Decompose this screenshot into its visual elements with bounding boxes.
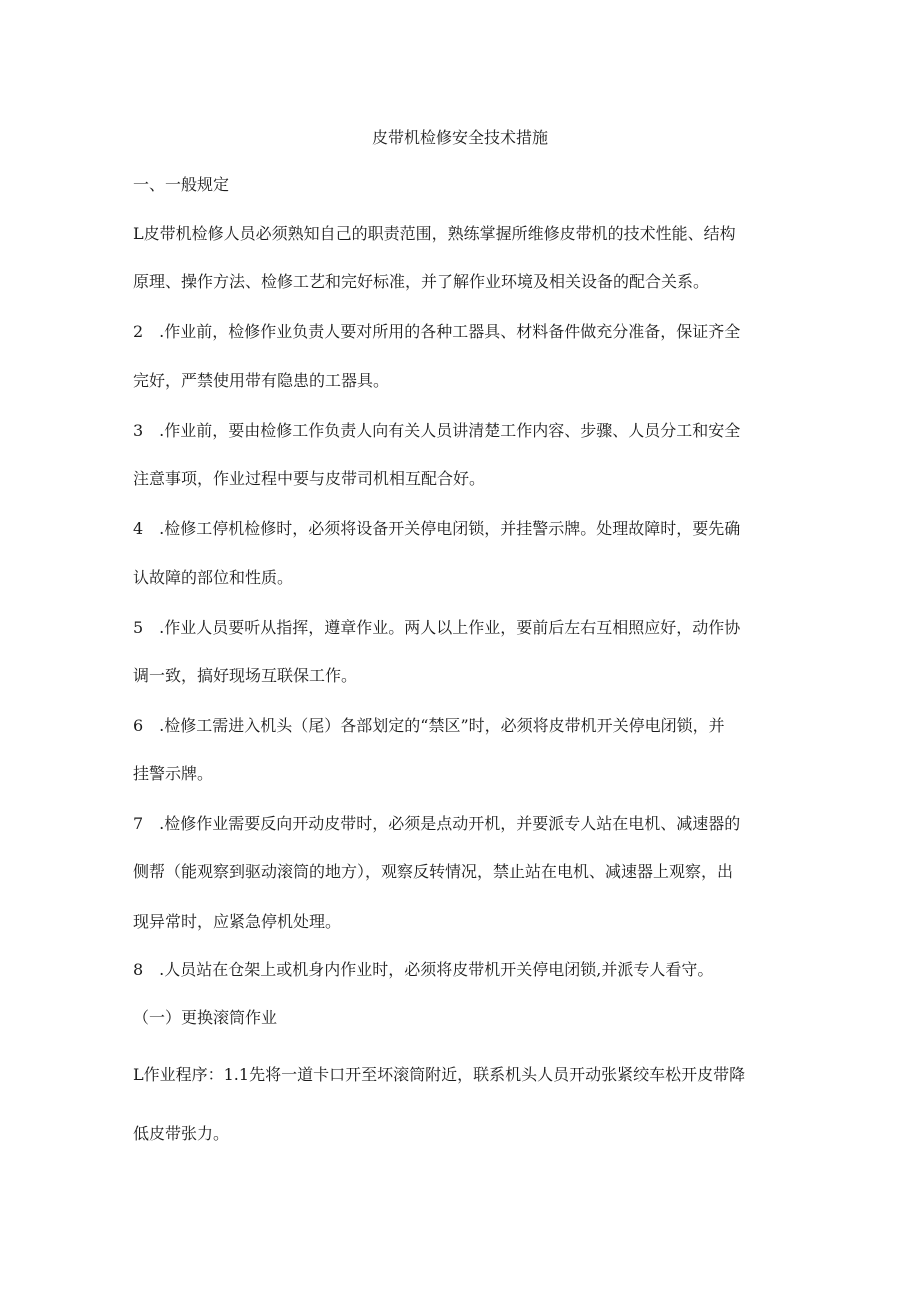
subsection-heading: （一）更换滚筒作业 bbox=[133, 1008, 278, 1027]
paragraph-line: L皮带机检修人员必须熟知自己的职责范围，熟练掌握所维修皮带机的技术性能、结构 bbox=[133, 224, 736, 243]
paragraph-line: 挂警示牌。 bbox=[133, 764, 214, 783]
paragraph-line: 5 .作业人员要听从指挥，遵章作业。两人以上作业，要前后左右互相照应好，动作协 bbox=[133, 618, 741, 637]
paragraph-line: 8 .人员站在仓架上或机身内作业时，必须将皮带机开关停电闭锁,并派专人看守。 bbox=[133, 960, 714, 979]
paragraph-line: 调一致，搞好现场互联保工作。 bbox=[133, 666, 358, 685]
document-title: 皮带机检修安全技术措施 bbox=[371, 128, 548, 147]
paragraph-line: 原理、操作方法、检修工艺和完好标准，并了解作业环境及相关设备的配合关系。 bbox=[133, 272, 710, 291]
paragraph-line: 3 .作业前，要由检修工作负责人向有关人员讲清楚工作内容、步骤、人员分工和安全 bbox=[133, 421, 741, 440]
procedure-line: L作业程序：1.1先将一道卡口开至坏滚筒附近，联系机头人员开动张紧绞车松开皮带降 bbox=[133, 1065, 746, 1084]
paragraph-line: 完好，严禁使用带有隐患的工器具。 bbox=[133, 371, 390, 390]
paragraph-line: 注意事项，作业过程中要与皮带司机相互配合好。 bbox=[133, 469, 486, 488]
paragraph-line: 7 .检修作业需要反向开动皮带时，必须是点动开机，并要派专人站在电机、减速器的 bbox=[133, 814, 741, 833]
paragraph-line: 2 .作业前，检修作业负责人要对所用的各种工器具、材料备件做充分准备，保证齐全 bbox=[133, 322, 741, 341]
paragraph-line: 认故障的部位和性质。 bbox=[133, 568, 294, 587]
procedure-line: 低皮带张力。 bbox=[133, 1124, 230, 1143]
paragraph-line: 4 .检修工停机检修时，必须将设备开关停电闭锁，并挂警示牌。处理故障时，要先确 bbox=[133, 519, 741, 538]
paragraph-line: 侧帮（能观察到驱动滚筒的地方），观察反转情况，禁止站在电机、减速器上观察，出 bbox=[133, 862, 734, 881]
paragraph-line: 现异常时，应紧急停机处理。 bbox=[133, 912, 342, 931]
section-heading: 一、一般规定 bbox=[133, 175, 230, 194]
paragraph-line: 6 .检修工需进入机头（尾）各部划定的“禁区”时，必须将皮带机开关停电闭锁，并 bbox=[133, 716, 725, 735]
